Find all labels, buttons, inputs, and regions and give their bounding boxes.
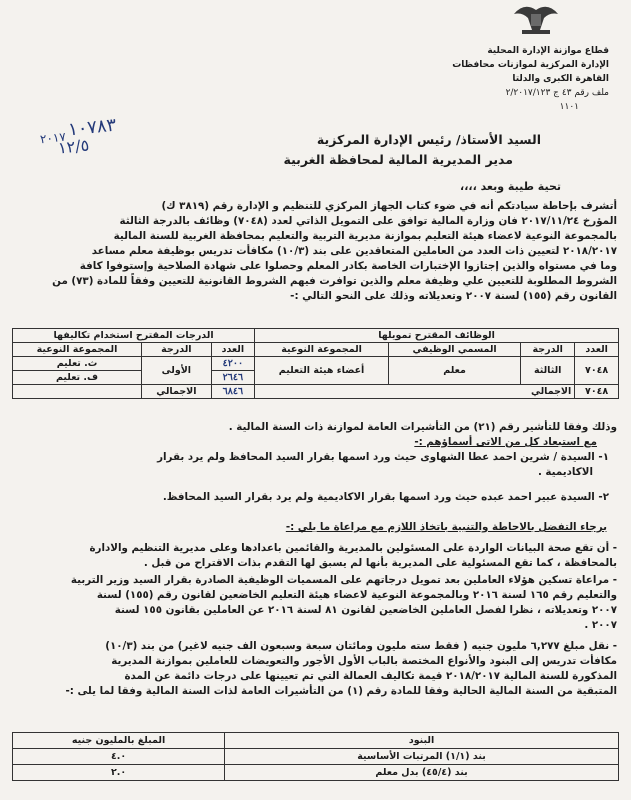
text-line: ٢٠١٨/٢٠١٧ لتعيين ذات العدد من العاملين المتعاقدين على بند (١٠/٣) مكافأت تدريس بوظيفة معلم مساعد (91, 245, 617, 257)
cell: ٧٠٤٨ (575, 357, 619, 385)
text-line: - مراعاة تسكين هؤلاء العاملين بعد تمويل درجاتهم على المسميات الوظيفية الصادرة بقرار السيد وزير التربية (70, 574, 617, 586)
table-row (13, 749, 619, 765)
text-line: المتبقية من السنة المالية الحالية وفقا للمادة رقم (١) من التأشيرات العامة لذات السنة المالية وفقا لما يلى :- (65, 685, 617, 697)
group-header-funded: الوظائف المقترح تمويلها (255, 329, 619, 343)
cell: معلم (389, 357, 521, 385)
text-line: ١- السيدة / شرين احمد عطا الشهاوى حيث ورد اسمها بقرار السيد المحافظ ولم يرد بقرار (157, 451, 609, 463)
addressee (284, 130, 542, 170)
addressee-dept: مدير المديرية المالية لمحافظة الغربية (283, 152, 513, 167)
text-line: ٢٠٠٧ وتعديلاته ، نظرا لفصل العاملين الخاضعين لقانون ٨١ لسنة ٢٠١٦ عن العاملين بقانون ١٥٥ لسنة (114, 604, 617, 616)
col-header: المسمي الوظيفي (389, 343, 521, 357)
text-line: المؤرخ ٢٠١٧/١١/٢٤ فان وزارة المالية توافق على التمويل الذاتي لعدد (٧٠٤٨) وظائف بالدرجة الثالثة (119, 215, 617, 227)
text-line: بالمجموعة النوعية لاعضاء هيئة التعليم بموازنة مديرية التربية والتعليم بمحافظة الغربية للسنة المالية (113, 230, 617, 242)
col-header: الدرجة (142, 343, 212, 357)
cell: بند (٤٥/٤) بدل معلم (225, 765, 619, 781)
table-row (13, 357, 619, 371)
cell: ٢٦٤٦ (211, 371, 254, 385)
text-line: المذكورة للسنة المالية ٢٠١٨/٢٠١٧ قيمة تكاليف العمالة التي تم تعيينها على درجات دائمة عن المدة (124, 670, 617, 682)
text-line: - أن تقع صحة البيانات الواردة على المسئولين بالمديرية والقائمين باعدادها وعلى مديرية التنظيم والادارة (89, 542, 617, 554)
cell: ٧٠٤٨ (575, 385, 619, 399)
text-line: الاكاديمية . (537, 466, 593, 478)
cell: ٤.٠ (13, 749, 225, 765)
cell (13, 385, 142, 399)
cell: الأولى (142, 357, 212, 385)
text-line: وما في مستواه والذين إجتازوا الإختبارات الخاصة بكادر المعلم وحصلوا على شهادة الصلاحية وإستوفوا كافة (79, 260, 617, 272)
letterhead-line: الإدارة المركزية لموازنات محافظات (452, 60, 609, 70)
cell: الثالثة (521, 357, 575, 385)
letterhead-line: القاهرة الكبرى والدلتا (512, 74, 609, 84)
cell: الاجمالي (255, 385, 575, 399)
col-header: البنود (225, 733, 619, 749)
text-line: أتشرف بإحاطة سيادتكم أنه في ضوء كتاب الجهاز المركزي للتنظيم و الإدارة رقم (٣٨١٩ ك) (161, 200, 617, 212)
table-row (13, 765, 619, 781)
cell: ف. تعليم (13, 371, 142, 385)
positions-table (12, 328, 619, 399)
cell: ث. تعليم (13, 357, 142, 371)
text-line: وذلك وفقا للتأشير رقم (٢١) من التأشيرات العامة لموازنة ذات السنة المالية . (228, 421, 617, 433)
text-line: مع استبعاد كل من الاتى أسماؤهم :- (414, 436, 597, 448)
file-number: ١١٠١ (559, 102, 579, 112)
addressee-title: السيد الأستاذ/ رئيس الإدارة المركزية (316, 132, 541, 147)
file-reference: ملف رقم ٤٣ ج ٢/٢٠١٧/١٢٣ (505, 88, 609, 98)
stamp-number: ١٠٧٨٣ (67, 114, 118, 141)
col-header: الدرجة (521, 343, 575, 357)
text-line: مكافأت تدريس إلى البنود والأنواع المختصة بالباب الأول الأجور والتعويضات للعاملين بموازنة المديرية (111, 655, 617, 667)
text-line: القانون رقم (١٥٥) لسنة ٢٠٠٧ وتعديلاته وذلك على النحو التالي :- (290, 290, 617, 302)
group-header-grades: الدرجات المقترح استخدام تكاليفها (13, 329, 255, 343)
text-line: الشروط المطلوبة للتعيين علي وظيفة معلم والذين توافرت فيهم الشروط القانونية للتعيين وفقاً للمادة (٧٣) من (52, 275, 617, 287)
intro-paragraph (12, 199, 617, 304)
after-table-text (12, 420, 617, 505)
text-line: ٢٠٠٧ . (584, 619, 617, 631)
table-total-row (13, 385, 619, 399)
eagle-emblem-icon (510, 0, 562, 36)
greeting: تحية طيبة وبعد ،،،، (460, 180, 561, 193)
col-header: العدد (211, 343, 254, 357)
col-header: العدد (575, 343, 619, 357)
text-line: برجاء التفضل بالاحاطة والتنبية باتخاذ اللازم مع مراعاة ما يلي :- (285, 521, 607, 533)
stamp-year: ٢٠١٧ (39, 129, 67, 147)
text-line: - نقل مبلغ ٦,٢٧٧ مليون جنيه ( فقط سته مليون ومائتان سبعة وسبعون الف جنيه لاغير) من بند (١٠/٣) (105, 640, 617, 652)
cell: ٤٢٠٠ (211, 357, 254, 371)
cell: الاجمالي (142, 385, 212, 399)
text-line: بالمحافظة ، كما تقع المسئولية على المديرية بأنها لم يسبق لها التقدم بذات الاقتراح من قبل . (143, 557, 617, 569)
cell: ٦٨٤٦ (211, 385, 254, 399)
letterhead-line: قطاع موازنة الإدارة المحلية (487, 46, 609, 56)
request-section (12, 520, 617, 699)
allocation-table (12, 732, 619, 781)
col-header: المبلغ بالمليون جنيه (13, 733, 225, 749)
text-line: والتعليم رقم ١٦٥ لسنة ٢٠١٦ وبالمجموعة النوعية لاعضاء هيئة التعليم الخاضعين لقانون رقم (١٥٥) لسنة (96, 589, 617, 601)
letterhead (439, 44, 609, 114)
col-header: المجموعة النوعية (255, 343, 389, 357)
cell: ٢.٠ (13, 765, 225, 781)
stamp-date: ١٢/٥ (57, 135, 91, 158)
cell: بند (١/١) المرتبات الأساسية (225, 749, 619, 765)
incoming-stamp (39, 114, 160, 159)
col-header: المجموعة النوعية (13, 343, 142, 357)
cell: أعضاء هيئة التعليم (255, 357, 389, 385)
text-line: ٢- السيدة عبير احمد عبده حيث ورد اسمها بقرار الاكاديمية ولم يرد بقرار السيد المحافظ. (162, 491, 609, 503)
